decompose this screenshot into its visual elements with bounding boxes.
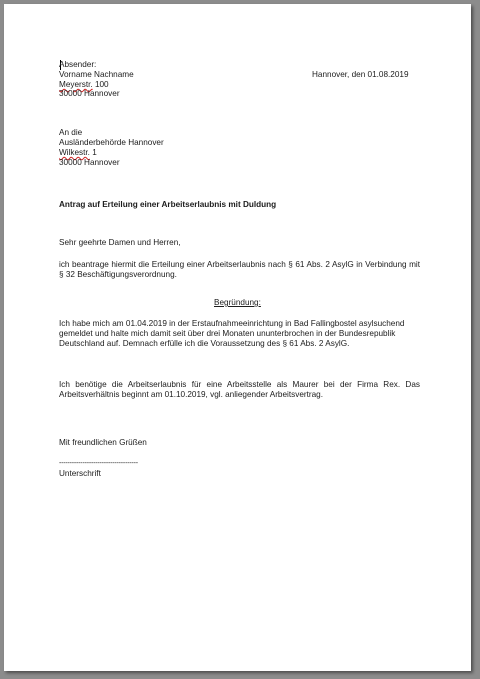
recipient-street (59, 148, 97, 158)
subject-line: Antrag auf Erteilung einer Arbeitserlaubnis mit Duldung (59, 200, 277, 209)
signature-line: ------------------------------------- (59, 460, 138, 467)
recipient-authority: Ausländerbehörde Hannover (59, 138, 164, 147)
recipient-street-name: Wilkestr. (59, 148, 90, 157)
sender-street-name: Meyerstr. (59, 80, 93, 89)
sender-name: Vorname Nachname (59, 70, 134, 79)
sender-label: Absender: (59, 60, 97, 69)
recipient-street-number: 1 (89, 148, 97, 157)
reason-heading: Begründung: (214, 298, 261, 307)
salutation: Sehr geehrte Damen und Herren, (59, 238, 181, 247)
closing: Mit freundlichen Grüßen (59, 438, 147, 447)
document-page[interactable] (4, 4, 471, 671)
paragraph-employment: Ich benötige die Arbeitserlaubnis für eine Arbeitsstelle als Maurer bei der Firma Rex. Das Arbeitsverhältnis beginnt am 01.10.2019, vgl. anliegender Arbeitsvertrag. (59, 380, 420, 399)
recipient-to: An die (59, 128, 83, 137)
date-line: Hannover, den 01.08.2019 (312, 70, 409, 79)
recipient-city: 30000 Hannover (59, 158, 120, 167)
sender-street-number: 100 (92, 80, 109, 89)
paragraph-request: ich beantrage hiermit die Erteilung einer Arbeitserlaubnis nach § 61 Abs. 2 AsylG in Verbindung mit § 32 Beschäftigungsverordnung. (59, 260, 420, 279)
sender-city: 30000 Hannover (59, 89, 120, 98)
paragraph-reason: Ich habe mich am 01.04.2019 in der Erstaufnahmeeinrichtung in Bad Fallingbostel asylsuchend gemeldet und halte mich damit seit über drei Monaten ununterbrochen in der Bundesrepublik Deutschland auf. Demnach erfülle ich die Voraussetzung des § 61 Abs. 2 AsylG. (59, 319, 405, 348)
signature-label: Unterschrift (59, 469, 101, 478)
